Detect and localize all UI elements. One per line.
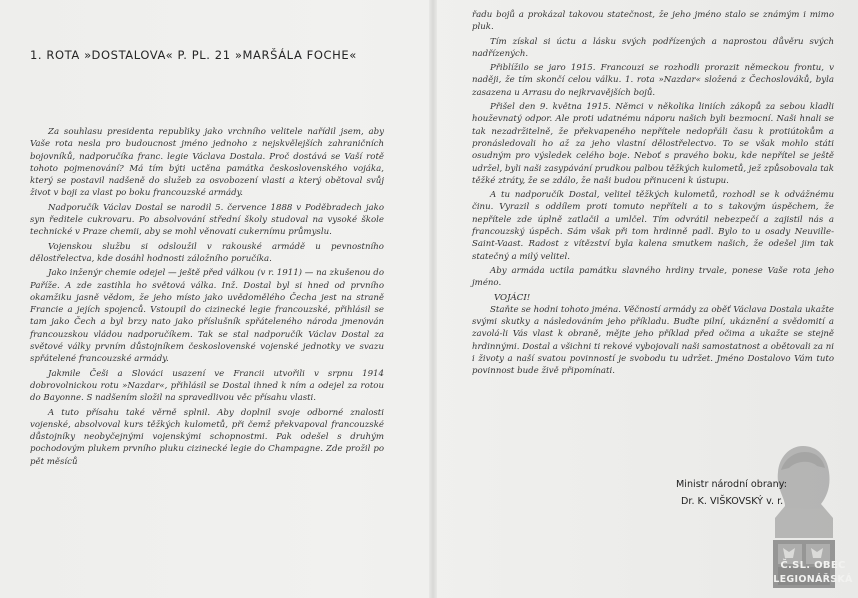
document-heading: 1. ROTA »DOSTALOVA« P. PL. 21 »MARŠÁLA FOCHE«	[30, 48, 357, 62]
paragraph: A tu nadporučík Dostal, velitel těžkých kulometů, rozhodl se k odvážnému činu. Vyrazil s oddílem proti tomuto nepříteli a to s takovým úspěchem, že nepřítele zde úplně zatlačil a umlčel. Tím odvrátil nebezpečí a zajistil nás a francouzský úspěch. Sám však při tom hrdinně padl. Bylo to u osady Neuville-Saint-Vaast. Radost z vítězství byla kalena smutkem našich, že odešel jim tak statečný a milý velitel.	[472, 190, 834, 262]
paragraph: Jako inženýr chemie odejel — ještě před válkou (v r. 1911) — na zkušenou do Paříže. A zde zastihla ho světová válka. Inž. Dostal byl si hned od prvního okamžiku jasně vědom, že jeho místo jako uvědomělého Čecha jest na straně Francie a jejích spojenců. Vstoupil do cizinecké legie francouzské, přihlásil se tam jako Čech a byl brzy nato jako příslušník spřáteleného národa jmenován francouzskou vládou nadporučíkem. Tak se stal nadporučík Václav Dostal za světové války prvním důstojníkem československé vojenské jednotky ve svazu spřátelené francouzské armády.	[30, 268, 384, 365]
center-fold	[429, 0, 437, 598]
paragraph: A tuto přísahu také věrně splnil. Aby doplnil svoje odborné znalosti vojenské, absolvoval kurs těžkých kulometů, při čemž překvapoval francouzské důstojníky neobyčejnými vojenskými schopnostmi. Pak odešel s druhým pochodovým plukem prvního pluku cizinecké legie do Champagne. Zde prožil po pět měsíců	[30, 407, 384, 467]
paragraph: Přišel den 9. května 1915. Němci v několika liniích zákopů za sebou kladli houževnatý odpor. Ale proti udatnému náporu našich byli bezmocní. Naši hnali se tak nezadržitelně, že překvapeného nepřítele nedopřáli času k protiútokům a pronásledovali ho až za jeho vlastní dělostřelectvo. To se však mohlo státi osudným pro výsledek celého boje. Neboť s pravého boku, kde nepřítel se ještě udržel, byli naši zasypávání prudkou palbou těžkých kulometů, jež způsobovala tak těžké ztráty, že se zdálo, že naši budou přinuceni k ústupu.	[472, 102, 835, 186]
signature-name: Dr. K. VIŠKOVSKÝ v. r.	[681, 496, 784, 507]
paragraph: Tím získal si úctu a lásku svých podřízených a naprostou důvěru svých nadřízených.	[472, 36, 834, 59]
paragraph: řadu bojů a prokázal takovou statečnost, že jeho jméno stalo se známým i mimo pluk.	[472, 10, 834, 33]
signature-block	[676, 476, 846, 510]
stamp-line-2: LEGIONÁŘSKÁ	[773, 574, 853, 585]
paragraph: Jakmile Češi a Slováci usazení ve Francii utvořili v srpnu 1914 dobrovolnickou rotu »Nazdar«, přihlásil se Dostal ihned k ním a odejel za rotou do Bayonne. S nadšením složil na spravedlivou věc přísahu vlasti.	[30, 368, 384, 404]
signature-title: Ministr národní obrany:	[676, 479, 787, 490]
paragraph: Přiblížilo se jaro 1915. Francouzi se rozhodli prorazit německou frontu, v naději, že tím skončí celou válku. 1. rota »Nazdar« složená z Čechoslováků, byla zasazena u Arrasu do nejkrvavějších bojů.	[472, 63, 834, 98]
stamp-line-1: Č.SL. OBEC	[780, 560, 846, 571]
paragraph: Aby armáda uctila památku slavného hrdiny trvale, ponese Vaše rota jeho jméno.	[472, 265, 834, 289]
paragraph: Vojenskou službu si odsloužil v rakouské armádě u pevnostního dělostřelectva, kde dosáhl hodnosti záložního poručíka.	[30, 241, 384, 264]
paragraph: Za souhlasu presidenta republiky jako vrchního velitele nařídil jsem, aby Vaše rota nesla pro budoucnost jméno jednoho z nejskvělejších zahraničních bojovníků, nadporučíka franc. legie Václava Dostala. Proč dostává se Vaší rotě tohoto pojmenování? Má tím býti uctěna památka československého vojáka, který se postavil nadšeně do služeb za osvobození vlasti a který obětoval svůj život v boji za vlast po boku francouzské armády.	[30, 127, 384, 199]
paragraph: Nadporučík Václav Dostal se narodil 5. července 1888 v Poděbradech jako syn ředitele cukrovaru. Po absolvování střední školy studoval na vysoké škole technické v Praze chemii, aby se mohl věnovati cukernímu průmyslu.	[30, 202, 384, 238]
paragraph: Staňte se hodni tohoto jména. Věčností armády za oběť Václava Dostala ukažte svými skutky a následováním jeho příkladu. Buďte pilní, ukáznění a svědomití a zavolá-li Vás vlast k obraně, mějte jeho příklad před očima a ukažte se stejně hrdinnými. Dostal a všichni ti rekové vybojovali naši samostatnost a obětovali za ni i životy a naší svatou povinností je svobodu tu udržet. Jméno Dostalovo Vám tuto povinnost bude živě připomínati.	[472, 304, 834, 377]
exclamation: VOJÁCI!	[494, 292, 531, 303]
